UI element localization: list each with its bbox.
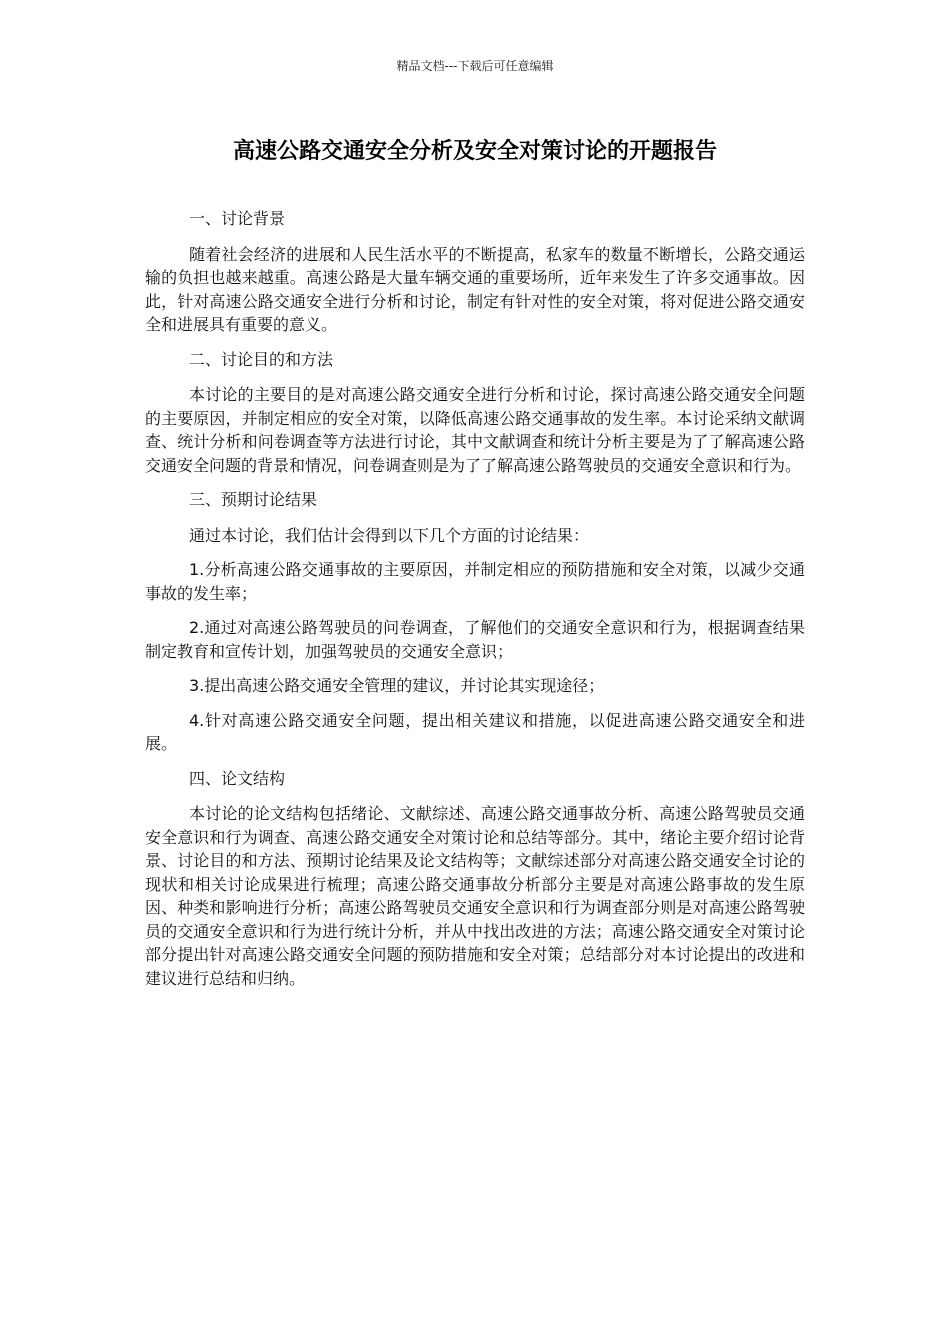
section-heading-results: 三、预期讨论结果 — [189, 490, 318, 509]
result-item-3: 3.提出高速公路交通安全管理的建议，并讨论其实现途径； — [189, 676, 605, 695]
result-item-2: 2.通过对高速公路驾驶员的问卷调查，了解他们的交通安全意识和行为，根据调查结果制定教育和宣传计划，加强驾驶员的交通安全意识； — [145, 618, 805, 661]
section-heading-background: 一、讨论背景 — [189, 209, 286, 228]
result-item-4: 4.针对高速公路交通安全问题，提出相关建议和措施，以促进高速公路交通安全和进展。 — [145, 710, 805, 753]
paragraph-background: 随着社会经济的进展和人民生活水平的不断提高，私家车的数量不断增长，公路交通运输的负担也越来越重。高速公路是大量车辆交通的重要场所，近年来发生了许多交通事故。因此，针对高速公路交通安全进行分析和讨论，制定有针对性的安全对策，将对促进公路交通安全和进展具有重要的意义。 — [145, 244, 805, 334]
section-heading-purpose: 二、讨论目的和方法 — [189, 349, 334, 369]
document-title: 高速公路交通安全分析及安全对策讨论的开题报告 — [232, 139, 717, 164]
paragraph-purpose: 本讨论的主要目的是对高速公路交通安全进行分析和讨论，探讨高速公路交通安全问题的主要原因，并制定相应的安全对策，以降低高速公路交通事故的发生率。本讨论采纳文献调查、统计分析和问卷调查等方法进行讨论，其中文献调查和统计分析主要是为了了解高速公路交通安全问题的背景和情况，问卷调查则是为了了解高速公路驾驶员的交通安全意识和行为。 — [145, 385, 805, 475]
document-body — [145, 207, 805, 1001]
result-item-1: 1.分析高速公路交通事故的主要原因，并制定相应的预防措施和安全对策，以减少交通事故的发生率； — [145, 560, 805, 603]
paragraph-structure: 本讨论的论文结构包括绪论、文献综述、高速公路交通事故分析、高速公路驾驶员交通安全意识和行为调查、高速公路交通安全对策讨论和总结等部分。其中，绪论主要介绍讨论背景、讨论目的和方法、预期讨论结果及论文结构等；文献综述部分对高速公路交通安全讨论的现状和相关讨论成果进行梳理；高速公路交通事故分析部分主要是对高速公路事故的发生原因、种类和影响进行分析；高速公路驾驶员交通安全意识和行为调查部分则是对高速公路驾驶员的交通安全意识和行为进行统计分析，并从中找出改进的方法；高速公路交通安全对策讨论部分提出针对高速公路交通安全问题的预防措施和安全对策；总结部分对本讨论提出的改进和建议进行总结和归纳。 — [145, 804, 805, 988]
section-heading-structure: 四、论文结构 — [189, 768, 286, 788]
header-note: 精品文档---下载后可任意编辑 — [396, 59, 554, 73]
paragraph-results-intro: 通过本讨论，我们估计会得到以下几个方面的讨论结果： — [189, 525, 590, 545]
